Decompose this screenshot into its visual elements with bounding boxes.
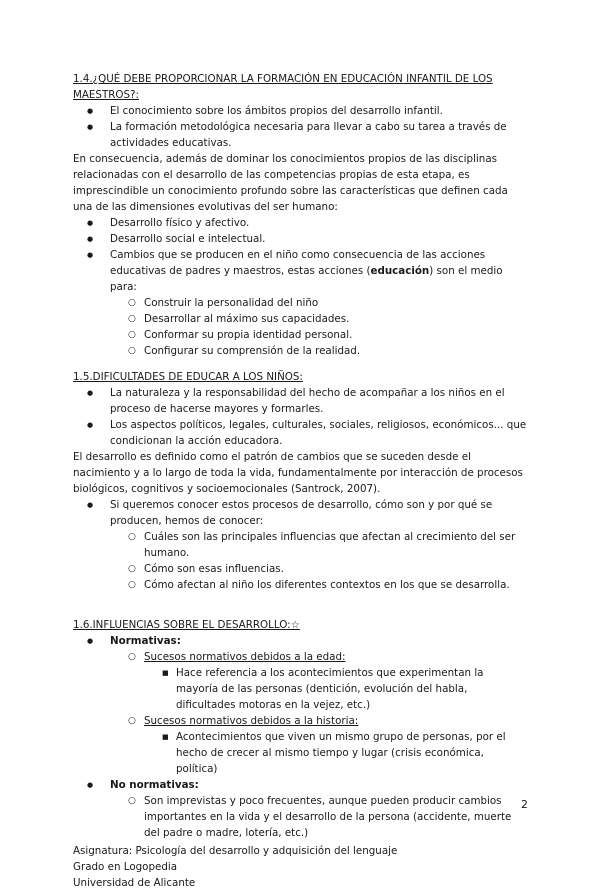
- s15-know-list: [73, 497, 528, 593]
- list-item: ● La formación metodológica necesaria para llevar a cabo su tarea a través de actividades educativas.: [73, 119, 528, 151]
- list-item: ● Desarrollo social e intelectual.: [73, 231, 528, 247]
- list-item: ■ Acontecimientos que viven un mismo grupo de personas, por el hecho de crecer al mismo tiempo y lugar (crisis económica, política): [144, 729, 528, 777]
- list-item: [73, 633, 528, 777]
- list-item: ■ Hace referencia a los acontecimientos que experimentan la mayoría de las personas (dentición, evolución del habla, dificultades motoras en la vejez, etc.): [144, 665, 528, 713]
- no-normativas-label: No normativas:: [110, 779, 199, 791]
- edad-label: Sucesos normativos debidos a la edad:: [144, 651, 346, 663]
- s16-list: [73, 633, 528, 841]
- changes-text-pre: Cambios que se producen en el niño como consecuencia de las acciones educativas de padres y maestros, estas acciones (: [110, 249, 486, 277]
- s15-bullet-list: [73, 385, 528, 449]
- list-item: ○ Configurar su comprensión de la realidad.: [110, 343, 528, 359]
- edad-sublist: [73, 665, 528, 713]
- list-item: ○ Cómo afectan al niño los diferentes contextos en los que se desarrolla.: [110, 577, 528, 593]
- historia-label: Sucesos normativos debidos a la historia:: [144, 715, 359, 727]
- list-item: [73, 247, 528, 359]
- s15-paragraph: El desarrollo es definido como el patrón de cambios que se suceden desde el nacimiento y a lo largo de toda la vida, fundamentalmente por interacción de procesos biológicos, cognitivos y socioemocionales (Santrock, 2007).: [73, 451, 523, 495]
- s15-know-items: [73, 529, 528, 593]
- list-item: [110, 713, 528, 777]
- list-item: ○ Son imprevistas y poco frecuentes, aunque pueden producir cambios importantes en la vida y el desarrollo de la persona (accidente, muerte del padre o madre, lotería, etc.): [110, 793, 528, 841]
- list-item: ○ Cómo son esas influencias.: [110, 561, 528, 577]
- footer-university: Universidad de Alicante: [73, 877, 196, 889]
- footer: [73, 843, 528, 891]
- s14-bullet-list: [73, 103, 528, 151]
- s14-means-list: [73, 295, 528, 359]
- list-item: ● Desarrollo físico y afectivo.: [73, 215, 528, 231]
- list-item: ● Los aspectos políticos, legales, culturales, sociales, religiosos, económicos... que condicionan la acción educadora.: [73, 417, 528, 449]
- footer-degree: Grado en Logopedia: [73, 861, 178, 873]
- list-item: ○ Conformar su propia identidad personal.: [110, 327, 528, 343]
- section-1-5-heading: 1.5.DIFICULTADES DE EDUCAR A LOS NIÑOS:: [73, 371, 303, 383]
- list-item: ● El conocimiento sobre los ámbitos propios del desarrollo infantil.: [73, 103, 528, 119]
- list-item: ○ Cuáles son las principales influencias que afectan al crecimiento del ser humano.: [110, 529, 528, 561]
- document-body: [73, 71, 528, 891]
- know-text: Si queremos conocer estos procesos de desarrollo, cómo son y por qué se producen, hemos de conocer:: [110, 499, 493, 527]
- list-item: [110, 649, 528, 713]
- list-item: [73, 497, 528, 593]
- s14-dimensions-list: [73, 215, 528, 359]
- list-item: ○ Desarrollar al máximo sus capacidades.: [110, 311, 528, 327]
- list-item: ● La naturaleza y la responsabilidad del hecho de acompañar a los niños en el proceso de hacerse mayores y formarles.: [73, 385, 528, 417]
- section-1-4-heading: 1.4.¿QUÉ DEBE PROPORCIONAR LA FORMACIÓN EN EDUCACIÓN INFANTIL DE LOS MAESTROS?:: [73, 73, 493, 101]
- no-normativas-sublist: [73, 793, 528, 841]
- normativas-sublist: [73, 649, 528, 777]
- changes-text-bold: educación: [370, 265, 430, 277]
- page-number: 2: [521, 798, 528, 811]
- normativas-label: Normativas:: [110, 635, 181, 647]
- changes-text-post: ) son el medio para:: [110, 265, 503, 293]
- s14-paragraph: En consecuencia, además de dominar los conocimientos propios de las disciplinas relacionadas con el desarrollo de las competencias propias de esta etapa, es imprescindible un conocimiento profundo sobre las características que definen cada una de las dimensiones evolutivas del ser humano:: [73, 153, 508, 213]
- section-1-6-heading: 1.6.INFLUENCIAS SOBRE EL DESARROLLO:☆: [73, 619, 300, 631]
- list-item: [73, 777, 528, 841]
- footer-subject: Asignatura: Psicología del desarrollo y adquisición del lenguaje: [73, 845, 398, 857]
- list-item: ○ Construir la personalidad del niño: [110, 295, 528, 311]
- historia-sublist: [73, 729, 528, 777]
